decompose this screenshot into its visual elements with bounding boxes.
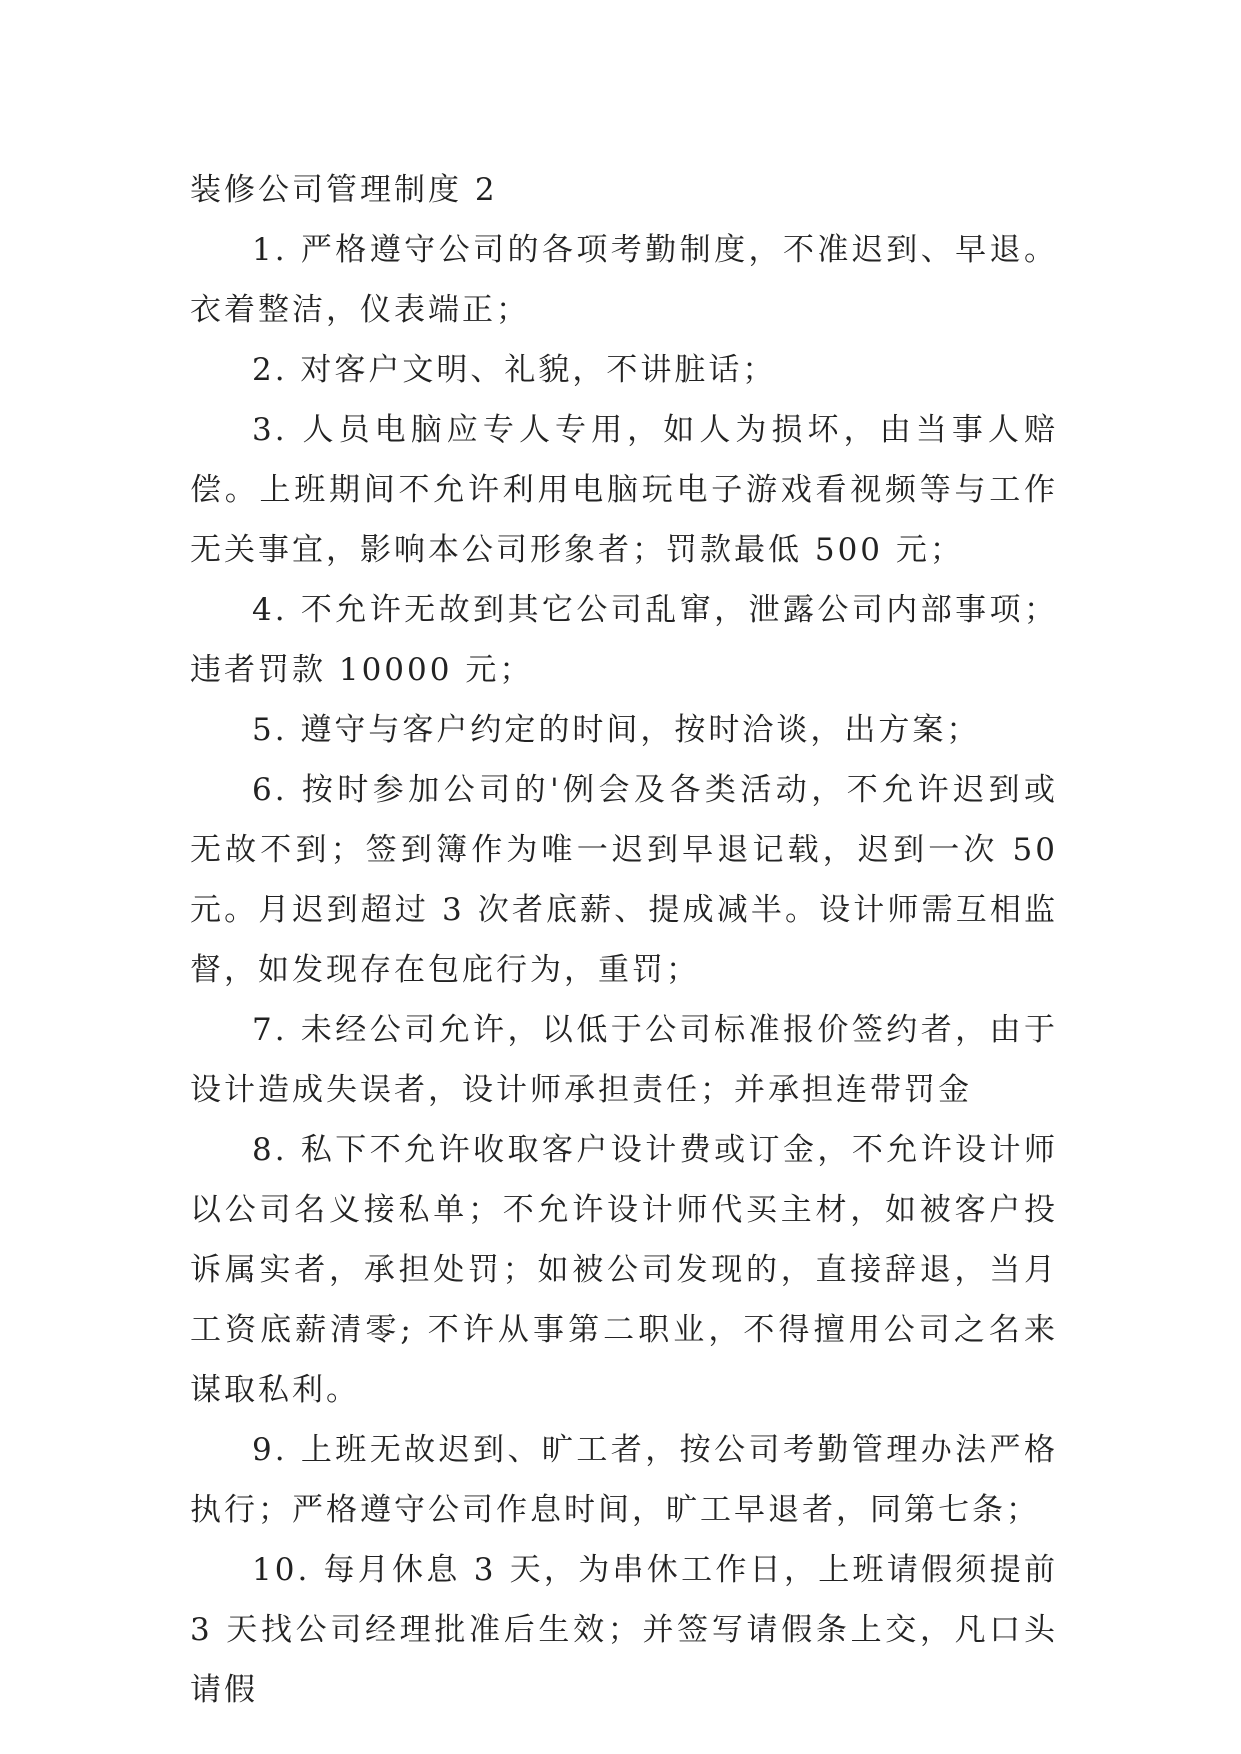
rule-paragraph-6: 6. 按时参加公司的'例会及各类活动，不允许迟到或无故不到；签到簿作为唯一迟到早退记载，迟到一次 50 元。月迟到超过 3 次者底薪、提成减半。设计师需互相监督，如发现存在包庇行为，重罚； xyxy=(190,772,1058,988)
document-title: 装修公司管理制度 2 xyxy=(190,172,498,208)
rule-paragraph-4: 4. 不允许无故到其它公司乱窜，泄露公司内部事项；违者罚款 10000 元； xyxy=(190,592,1058,688)
rule-paragraph-5: 5. 遵守与客户约定的时间，按时洽谈，出方案； xyxy=(252,712,981,748)
rule-paragraph-7: 7. 未经公司允许，以低于公司标准报价签约者，由于设计造成失误者，设计师承担责任；并承担连带罚金 xyxy=(190,1012,1058,1108)
rule-paragraph-9: 9. 上班无故迟到、旷工者，按公司考勤管理办法严格执行；严格遵守公司作息时间，旷工早退者，同第七条； xyxy=(190,1432,1058,1528)
rule-paragraph-10: 10. 每月休息 3 天，为串休工作日，上班请假须提前 3 天找公司经理批准后生效；并签写请假条上交，凡口头请假 xyxy=(190,1552,1058,1708)
rule-paragraph-1: 1. 严格遵守公司的各项考勤制度，不准迟到、早退。衣着整洁，仪表端正； xyxy=(190,232,1058,328)
rule-paragraph-2: 2. 对客户文明、礼貌，不讲脏话； xyxy=(252,352,777,388)
rule-paragraph-3: 3. 人员电脑应专人专用，如人为损坏，由当事人赔偿。上班期间不允许利用电脑玩电子游戏看视频等与工作无关事宜，影响本公司形象者；罚款最低 500 元； xyxy=(190,412,1058,568)
document-body xyxy=(190,160,1058,1720)
rule-paragraph-8: 8. 私下不允许收取客户设计费或订金，不允许设计师以公司名义接私单；不允许设计师代买主材，如被客户投诉属实者，承担处罚；如被公司发现的，直接辞退，当月工资底薪清零; 不许从事第二职业，不得擅用公司之名来谋取私利。 xyxy=(190,1132,1058,1408)
